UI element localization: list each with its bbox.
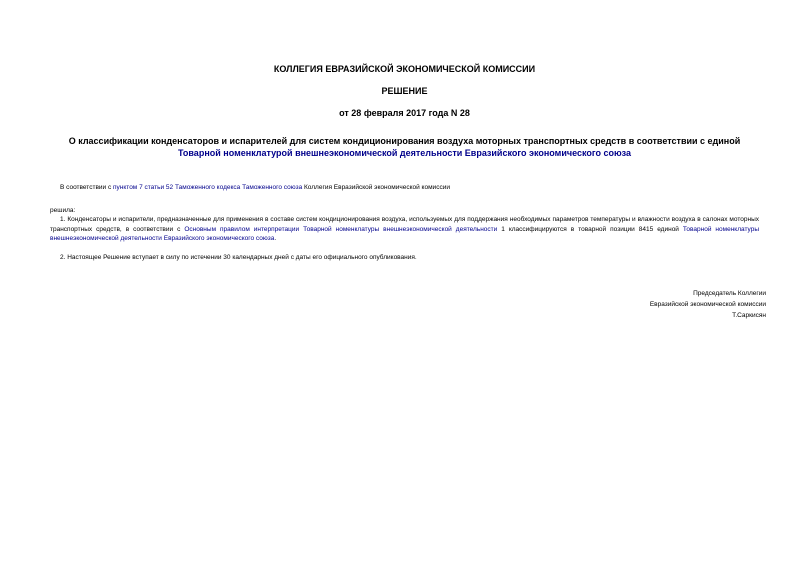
document-date-number: от 28 февраля 2017 года N 28 [339,108,470,118]
signature-block [650,288,766,321]
document-type: РЕШЕНИЕ [381,86,428,96]
issuing-body: КОЛЛЕГИЯ ЕВРАЗИЙСКОЙ ЭКОНОМИЧЕСКОЙ КОМИССИИ [273,64,536,74]
item-1-link-tn-ved[interactable]: Товарной номенклатуры внешнеэкономической деятельности Евразийского экономического союза [50,225,759,242]
resolved-label: решила: [50,206,76,214]
item-1-link-interpretation-rule[interactable]: Основным правилом интерпретации Товарной номенклатуры внешнеэкономической деятельности [184,225,498,233]
item-1-text-b: 1 классифицируются в товарной позиции 8415 единой [497,225,683,233]
preamble-paragraph [50,183,759,193]
item-2-paragraph: 2. Настоящее Решение вступает в силу по истечении 30 календарных дней с даты его официального опубликования. [60,253,417,261]
item-1-text-a: 1. Конденсаторы и испарители, предназначенные для применения в составе систем кондиционирования воздуха, используемых для поддержания необходимых параметров температуры и влажности воздуха в салонах моторных транспортных средств, в соответствии с [50,216,759,233]
signature-name: Т.Саркисян [732,312,766,319]
item-1-paragraph [50,215,759,244]
preamble-link-customs-code[interactable]: пунктом 7 статьи 52 Таможенного кодекса Таможенного союза [113,184,303,191]
title-text: О классификации конденсаторов и испарителей для систем кондиционирования воздуха моторных транспортных средств в соответствии с единой [68,136,741,146]
title-link-tn-ved[interactable]: Товарной номенклатурой внешнеэкономической деятельности Евразийского экономического союза [177,148,632,158]
item-1-text-c: . [274,235,277,242]
preamble-text-before: В соответствии с [60,184,114,191]
signature-position: Председатель Коллегии [693,290,766,297]
document-title [50,135,759,159]
signature-organization: Евразийской экономической комиссии [649,301,766,308]
preamble-text-after: Коллегия Евразийской экономической комиссии [302,184,450,191]
